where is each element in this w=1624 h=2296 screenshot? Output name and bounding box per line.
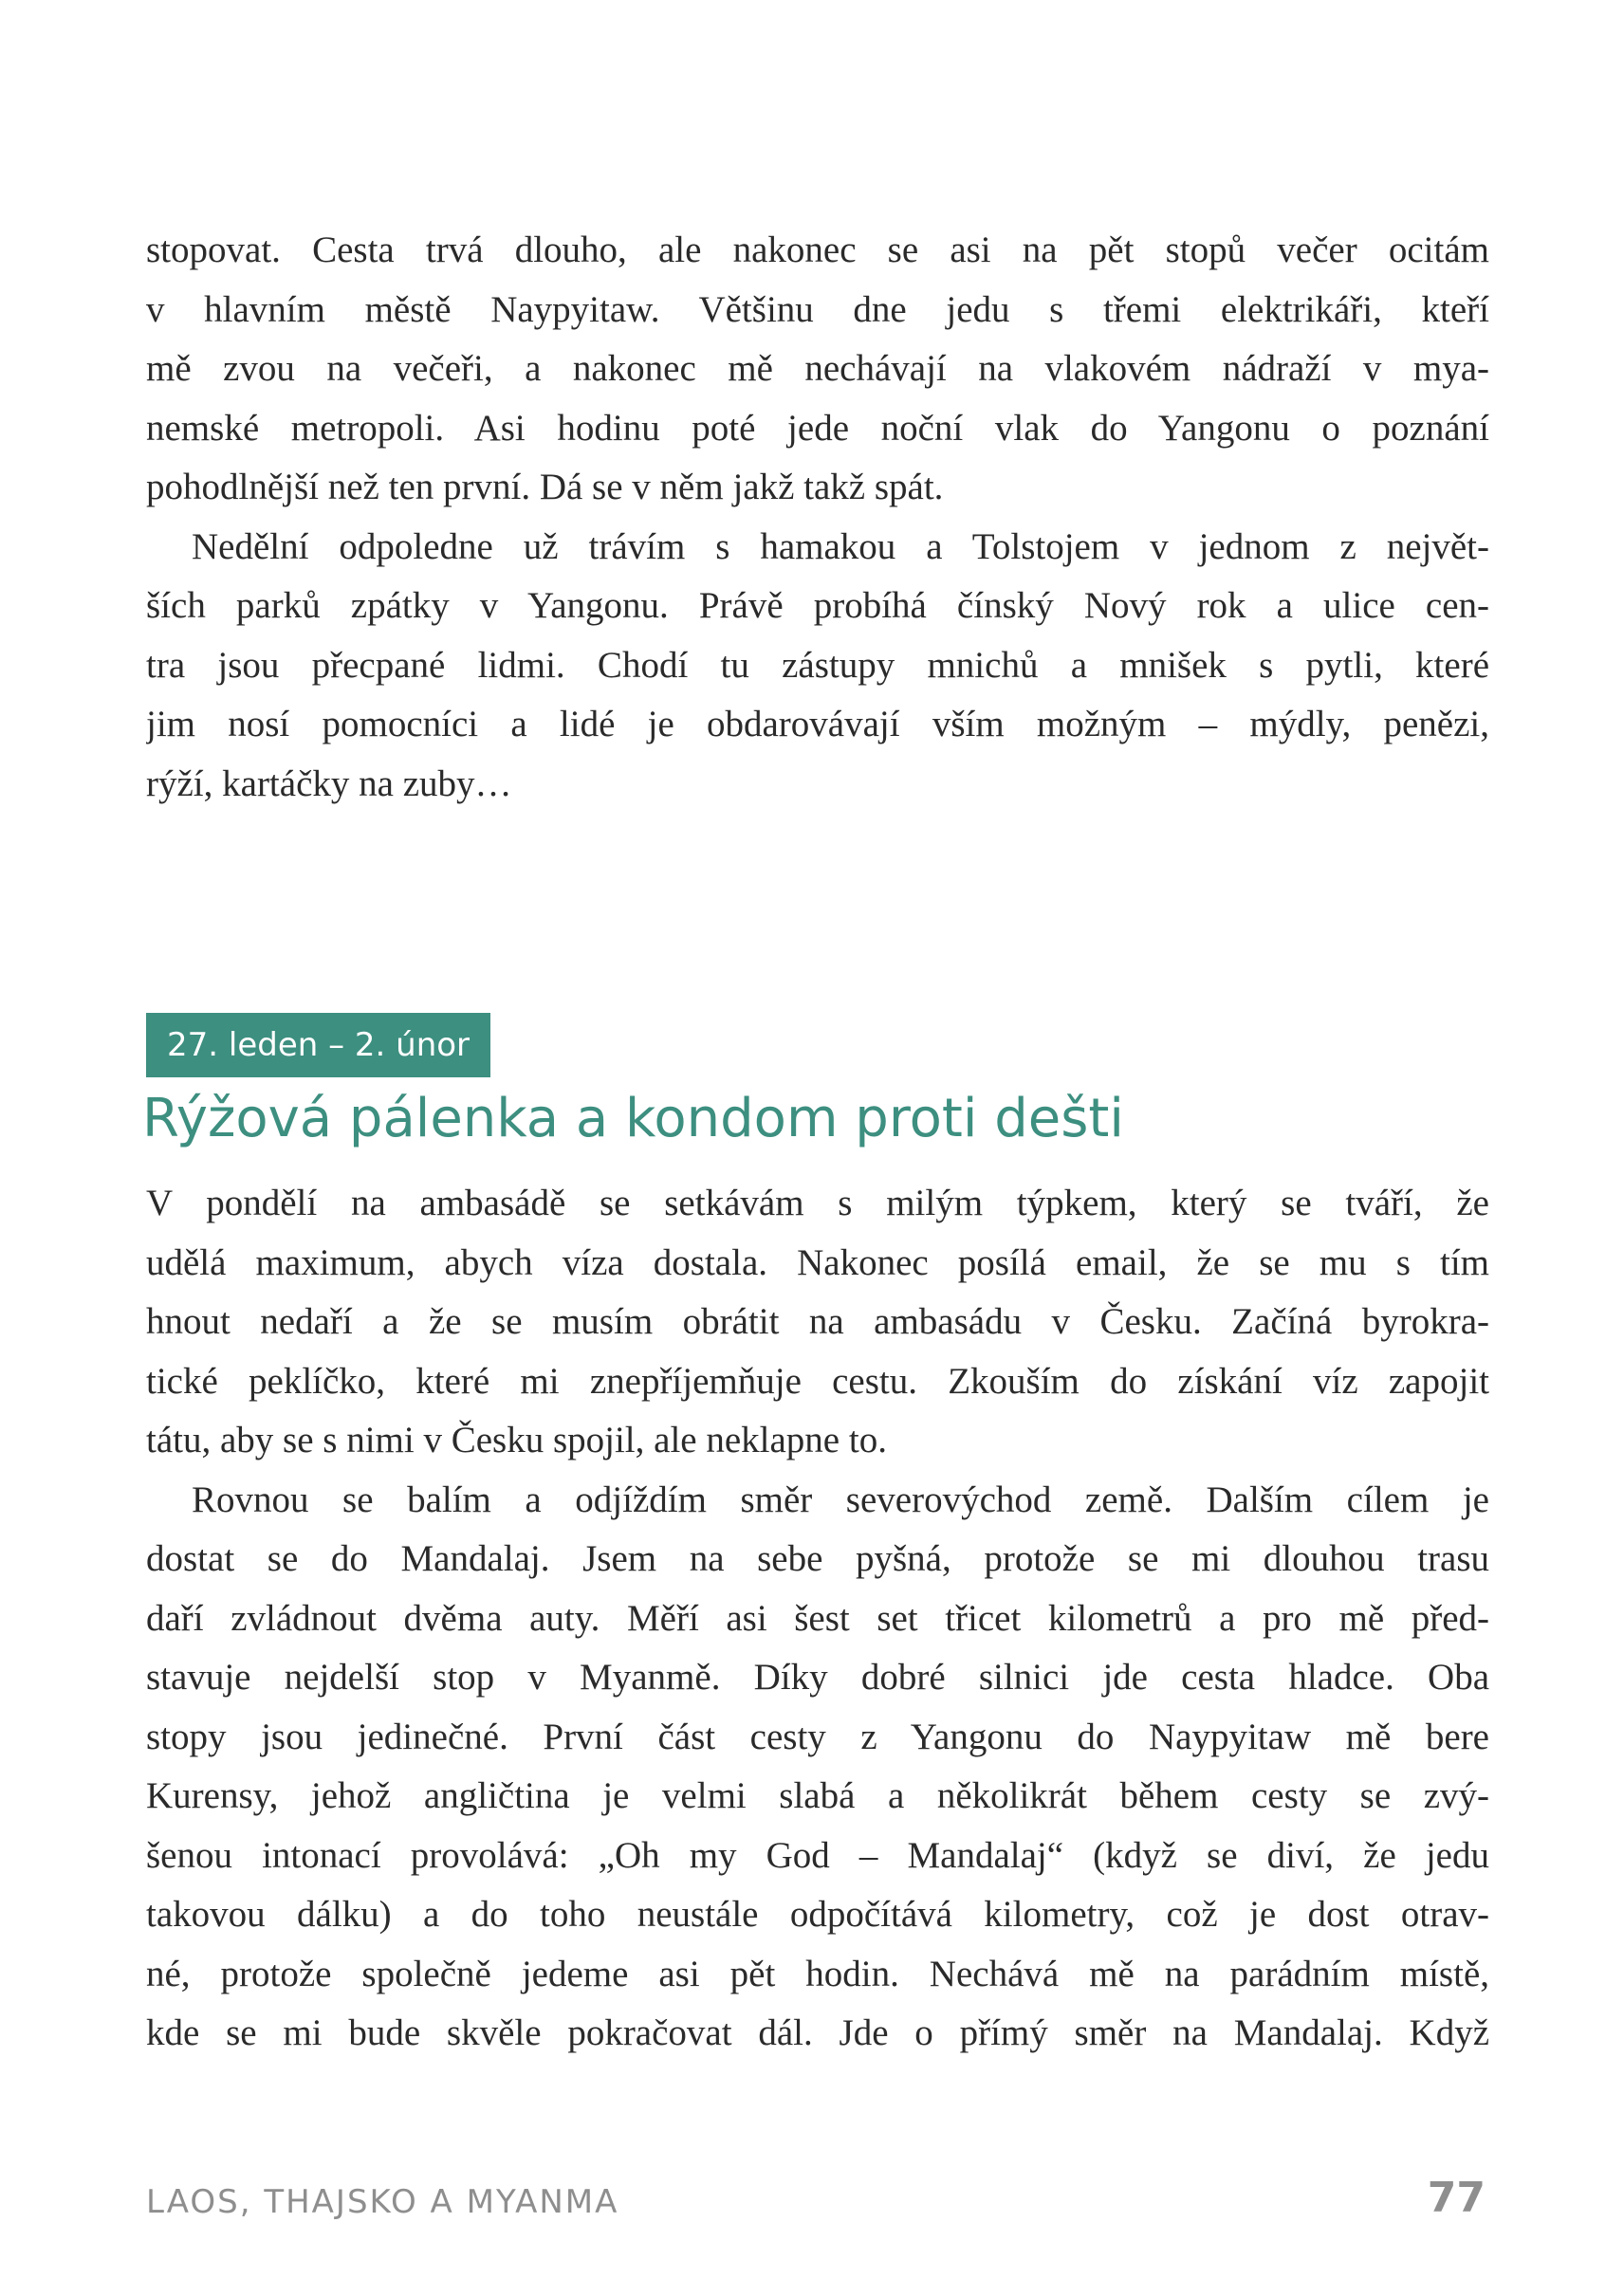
top-text-block [146,221,1489,814]
text-line: Kurensy, jehož angličtina je velmi slabá a několikrát během cesty se zvý- [146,1775,1489,1816]
text-line: takovou dálku) a do toho neustále odpočítává kilometry, což je dost otrav- [146,1894,1489,1935]
text-line: tra jsou přecpané lidmi. Chodí tu zástupy mnichů a mnišek s pytli, které [146,644,1489,686]
text-line: ších parků zpátky v Yangonu. Právě probíhá čínský Nový rok a ulice cen- [146,585,1489,626]
page-number: 77 [1427,2174,1486,2222]
text-line: rýží, kartáčky na zuby… [146,762,512,804]
text-line: Rovnou se balím a odjíždím směr severovýchod země. Dalším cílem je [192,1479,1489,1520]
text-line: Nedělní odpoledne už trávím s hamakou a Tolstojem v jednom z největ- [192,525,1489,567]
text-line: mě zvou na večeři, a nakonec mě nechávají na vlakovém nádraží v mya- [146,348,1489,389]
text-line: né, protože společně jedeme asi pět hodin. Nechává mě na parádním místě, [146,1953,1489,1994]
text-line: stopy jsou jedinečné. První část cesty z Yangonu do Naypyitaw mě bere [146,1716,1489,1757]
text-line: nemské metropoli. Asi hodinu poté jede noční vlak do Yangonu o poznání [146,407,1489,449]
text-line: dostat se do Mandalaj. Jsem na sebe pyšná, protože se mi dlouhou trasu [146,1538,1489,1579]
text-line: udělá maximum, abych víza dostala. Nakonec posílá email, že se mu s tím [146,1241,1489,1283]
section-heading: Rýžová pálenka a kondom proti dešti [142,1088,1124,1149]
running-footer: LAOS, THAJSKO A MYANMA [146,2183,619,2221]
text-line: v hlavním městě Naypyitaw. Většinu dne jedu s třemi elektrikáři, kteří [146,288,1489,330]
text-line: pohodlnější než ten první. Dá se v něm jakž takž spát. [146,467,944,507]
section-date-badge: 27. leden – 2. únor [146,1013,490,1077]
text-line: daří zvládnout dvěma auty. Měří asi šest set třicet kilometrů a pro mě před- [146,1597,1489,1639]
text-line: tátu, aby se s nimi v Česku spojil, ale neklapne to. [146,1420,887,1460]
section-text-block [146,1174,1489,2064]
text-line: tické peklíčko, které mi znepříjemňuje cestu. Zkouším do získání víz zapojit [146,1360,1489,1402]
text-line: hnout nedaří a že se musím obrátit na ambasádu v Česku. Začíná byrokra- [146,1301,1489,1342]
text-line: šenou intonací provolává: „Oh my God – Mandalaj“ (když se diví, že jedu [146,1834,1489,1876]
text-line: V pondělí na ambasádě se setkávám s milým týpkem, který se tváří, že [146,1183,1489,1223]
text-line: stavuje nejdelší stop v Myanmě. Díky dobré silnici jde cesta hladce. Oba [146,1657,1489,1698]
text-line: jim nosí pomocníci a lidé je obdarovávají vším možným – mýdly, penězi, [146,704,1489,744]
text-line: stopovat. Cesta trvá dlouho, ale nakonec se asi na pět stopů večer ocitám [146,230,1489,270]
text-line: kde se mi bude skvěle pokračovat dál. Jde o přímý směr na Mandalaj. Když [146,2012,1489,2053]
